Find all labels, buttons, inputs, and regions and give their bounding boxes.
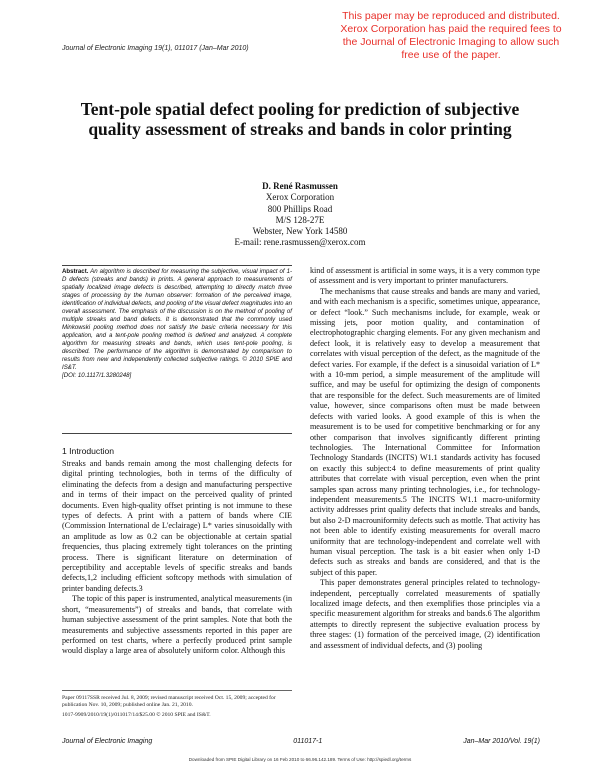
affiliation-line: Xerox Corporation (265, 192, 335, 203)
author-block (0, 181, 600, 249)
footnote-rule (62, 690, 292, 691)
paragraph: kind of assessment is artificial in some ways, it is a very common type of assessment and is very important to printer manufacturers. (310, 266, 540, 286)
left-column (62, 459, 292, 657)
footer-journal: Journal of Electronic Imaging (62, 738, 153, 745)
doi: [DOI: 10.1117/1.3280248] (62, 372, 132, 379)
footer-page-number: 011017-1 (293, 738, 323, 745)
affiliation-line: Webster, New York 14580 (252, 226, 348, 237)
paragraph: The mechanisms that cause streaks and bands are many and varied, and with each mechanism is a specific, sometimes unique, appearance, or defect “look.” Such mechanisms include, for example, weak or missing jets, poor motion quality, and contamination of electrophotographic charging elements. For any given mechanism and defect look, it is relatively easy to develop a measurement that correlates with visual perception of the defect, as the magnitude of the defect varies. For example, if the defect is a sinusoidal variation of L* with a 10-mm period, a simple measurement of the amplitude will suffice, and may be useful for optimizing the design of components that are responsible for the defect. Such measurements are of limited value, however, since comparisons often must be made between defects with varied looks. A good example of this is when the measurement is to be used for competitive benchmarking or for any other comparison that involves significantly different printing technologies. The International Committee for Information Technology Standards (INCITS) W1.1 standards activity has focused on exactly this subject:4 to define measurements of print quality attributes that correlate with visual perception, even when the print samples span across many printing technologies, i.e., for technology-independent measurements.5 The INCITS W1.1 macro-uniformity activity addresses print quality defects that include streaks and bands, but also 2-D macrouniformity defects such as mottle. That activity has not been able to identify existing measurements for overall macro uniformity that are technology-independent and correlate well with human visual perception. The task is a bit easier when only 1-D defects such as streaks and bands are considered, and that is the subject of this paper. (310, 286, 540, 577)
footer-issue: Jan–Mar 2010/Vol. 19(1) (463, 738, 540, 745)
affiliation-line: 800 Phillips Road (267, 203, 333, 214)
paper-title: Tent-pole spatial defect pooling for prediction of subjective quality assessment of streaks and bands in color printing (80, 99, 520, 139)
page-footer (62, 738, 540, 745)
abstract-text: An algorithm is described for measuring the subjective, visual impact of 1-D defects (streaks and bands) in prints. A general approach to measurements of spatially localized image defects is described, attempting to directly match three stages of processing by the human observer: formation of the perceived image, identification of individual defects, and pooling of the visual defect magnitudes into an overall assessment. The emphasis of the discussion is on the method of pooling of multiple streaks and band defects. It is demonstrated that the commonly used Minkowski pooling method does not satisfy the basic criteria necessary for this application, and a tent-pole pooling method is defined and analyzed. A complete algorithm for measuring streaks and bands, which uses tent-pole pooling, is described. The performance of the algorithm is demonstrated by comparison to results from new and independently collected subjective ratings. © 2010 SPIE and IS&T. (62, 268, 292, 371)
abstract-bottom-rule (62, 433, 292, 434)
right-column (310, 266, 540, 651)
author-email: E-mail: rene.rasmussen@xerox.com (234, 237, 366, 248)
author-name: D. René Rasmussen (262, 181, 338, 191)
paragraph: This paper demonstrates general principles related to technology-independent, perceptually correlated measurements of spatially localized image defects, and then exemplifies those principles via a specific measurement algorithm for streaks and bands.6 The algorithm attempts to directly represent the subjective evaluation process by three stages: (1) formation of the perceived image, (2) identification and assessment of individual defects, and (3) pooling (310, 578, 540, 650)
received-dates: Paper 09117SSR received Jul. 8, 2009; revised manuscript received Oct. 15, 2009; accepted for publication Nov. 10, 2009; published online Jan. 21, 2010. (62, 695, 276, 708)
reproduction-notice: This paper may be reproduced and distributed. Xerox Corporation has paid the required fees to the Journal of Electronic Imaging to allow such free use of the paper. (340, 10, 562, 61)
paragraph: Streaks and bands remain among the most challenging defects for digital printing technologies, both in terms of the difficulty of eliminating the defects from a design and manufacturing perspective and in terms of their impact on the perceived quality of printed documents. Even high-quality offset printing is not immune to these types of defects. A print with a pattern of bands where CIE (Commission International de L'eclairage) L* varies sinusoidally with an amplitude as low as 0.2 can be objectionable at certain spatial frequencies, thus placing extremely tight tolerances on the printing process. There is significant literature on determination of perceptibility and acceptable levels of specific streaks and bands defects,1,2 including efficient softcopy methods with simulation of printer banding defects.3 (62, 459, 292, 593)
running-head: Journal of Electronic Imaging 19(1), 011017 (Jan–Mar 2010) (62, 45, 249, 52)
footnote (62, 690, 292, 719)
copyright-line: 1017-9909/2010/19(1)/011017/14/$25.00 © 2010 SPIE and IS&T. (62, 712, 211, 718)
abstract-label: Abstract. (62, 268, 89, 275)
paragraph: The topic of this paper is instrumented, analytical measurements (in short, “measurements”) of streaks and bands, that correlate with human subjective assessment of the print samples. Note that both the measurements and subjective assessments reported in this paper are performed on test charts, where a perfectly produced print sample would display a large area of absolutely uniform color. Although this (62, 594, 292, 656)
affiliation-line: M/S 128-27E (275, 214, 325, 225)
section-heading: 1 Introduction (62, 446, 115, 456)
abstract-top-rule (62, 265, 292, 266)
abstract (62, 268, 292, 380)
download-notice: Downloaded from SPIE Digital Library on 16 Feb 2010 to 66.96.142.189. Terms of Use: http://spiedl.org/terms (188, 757, 412, 762)
